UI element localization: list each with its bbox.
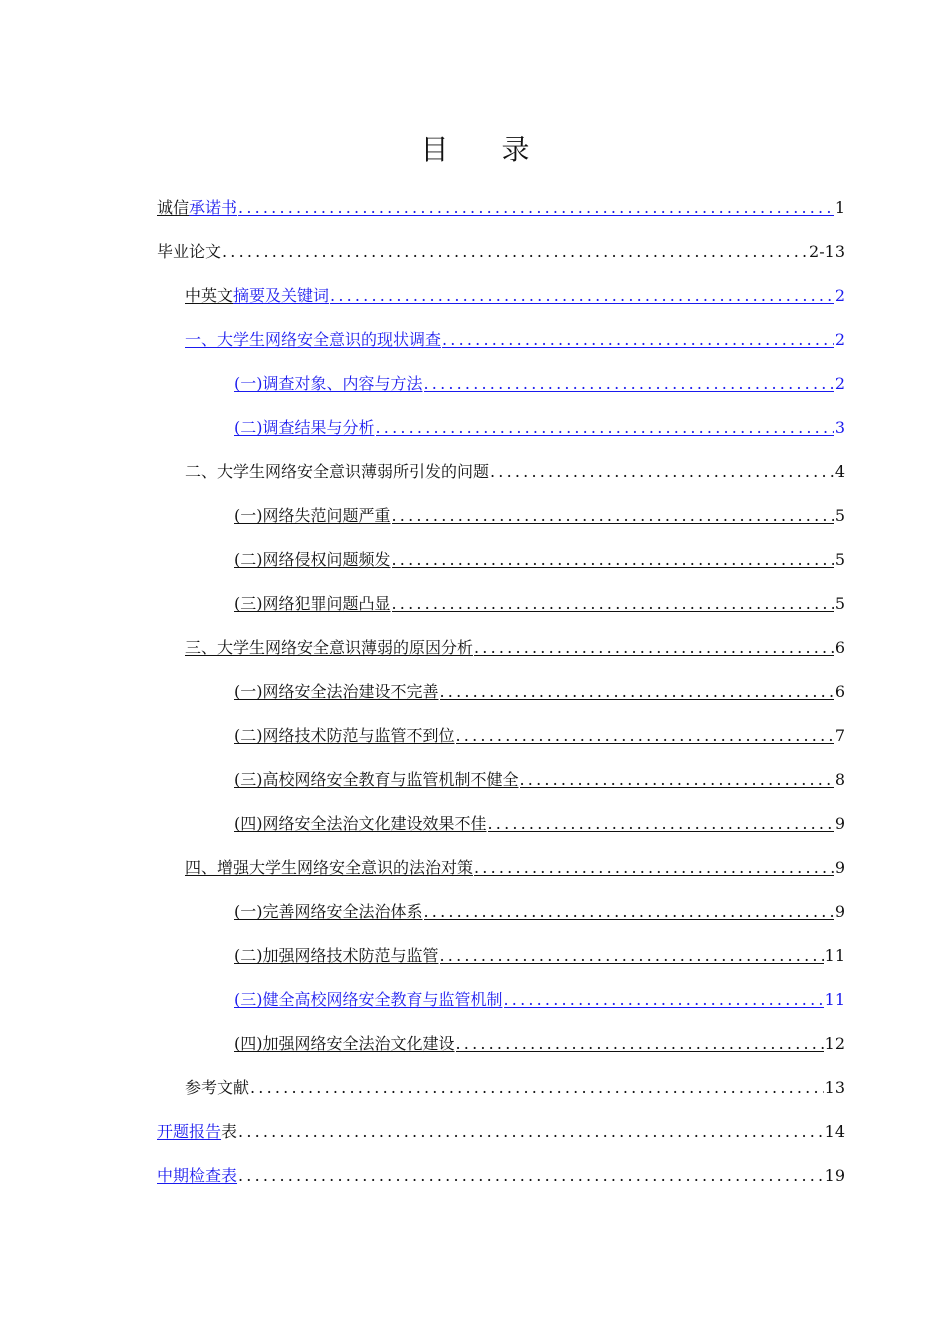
toc-entry [185,622,845,658]
toc-entry[interactable] [157,1150,845,1186]
toc-entry-title [234,726,455,746]
toc-page-number: 2 [834,374,845,393]
toc-entry-text: (三)高校网络安全教育与监管机制不健全 [234,770,519,789]
toc-page-number: 6 [834,638,845,657]
toc-leader-dots [440,682,834,702]
toc-entry [234,798,845,834]
toc-entry-title [234,682,439,702]
toc-page-number: 3 [834,418,845,437]
toc-leader-dots [490,462,834,482]
toc-entry[interactable] [234,402,845,438]
page-title: 目 录 [420,133,552,166]
toc-entry-text: (一)完善网络安全法治体系 [234,902,423,921]
toc-page-number: 14 [824,1122,845,1141]
toc-leader-dots [392,550,834,570]
toc-entry-link[interactable]: 开题报告 [157,1122,222,1141]
toc-entry-title [234,770,519,790]
toc-leader-dots [456,726,834,746]
toc-page-number: 5 [834,550,845,569]
toc-entry [185,842,845,878]
toc-leader-dots [442,330,834,350]
toc-entry [157,226,845,262]
toc-entry[interactable] [185,314,845,350]
toc-entry [234,534,845,570]
toc-page-number: 7 [834,726,845,745]
toc-entry-text: 毕业论文 [157,242,222,261]
toc-entry-title [157,198,237,218]
toc-entry [234,930,845,966]
toc-entry-title [185,638,473,658]
toc-entry-link[interactable]: 一、大学生网络安全意识的现状调查 [185,330,442,349]
toc-entry-title [234,374,423,394]
toc-page-number: 12 [824,1034,845,1053]
toc-leader-dots [392,594,834,614]
toc-leader-dots [474,638,834,658]
toc-page-number: 19 [824,1166,845,1185]
toc-leader-dots [424,374,834,394]
toc-page-number: 8 [834,770,845,789]
toc-leader-dots [474,858,834,878]
toc-leader-dots [392,506,834,526]
toc-entry-text: (二)加强网络技术防范与监管 [234,946,439,965]
toc-entry-text: (二)网络技术防范与监管不到位 [234,726,455,745]
toc-leader-dots [238,1166,824,1186]
toc-entry[interactable] [157,182,845,218]
toc-entry-text: 二、大学生网络安全意识薄弱所引发的问题 [185,462,490,481]
toc-page-number: 4 [834,462,845,481]
toc-entry-link[interactable]: 摘要及关键词 [233,286,330,305]
toc-page-number: 9 [834,814,845,833]
toc-entry-title [234,990,503,1010]
toc-entry-text: 诚信 [157,198,190,217]
toc-entry [234,886,845,922]
toc-leader-dots [424,902,834,922]
toc-entry [234,754,845,790]
toc-entry-text: (四)网络安全法治文化建设效果不佳 [234,814,487,833]
toc-leader-dots [504,990,824,1010]
toc-page-number: 11 [824,990,845,1009]
toc-entry-text-suffix: 表 [221,1122,238,1141]
toc-entry-text: (三)网络犯罪问题凸显 [234,594,391,613]
toc-entry-title [185,858,473,878]
toc-entry-title [157,1166,237,1186]
toc-entry-title [185,286,329,306]
toc-entry-text: (二)网络侵权问题频发 [234,550,391,569]
toc-entry [234,490,845,526]
toc-entry-text: 三、大学生网络安全意识薄弱的原因分析 [185,638,474,657]
toc-entry-link[interactable]: (二)调查结果与分析 [234,418,375,437]
toc-entry-title [185,462,489,482]
toc-entry-text: (四)加强网络安全法治文化建设 [234,1034,455,1053]
toc-leader-dots [238,1122,824,1142]
toc-page-number: 2 [834,330,845,349]
toc-entry [185,1062,845,1098]
toc-page-number: 11 [824,946,845,965]
toc-page-number: 13 [824,1078,845,1097]
toc-entry-title [157,1122,237,1142]
toc-entry-text: 参考文献 [185,1078,250,1097]
toc-entry-title [234,506,391,526]
toc-leader-dots [250,1078,824,1098]
toc-page-number: 9 [834,858,845,877]
toc-page-number: 5 [834,506,845,525]
toc-entry-text: (一)网络失范问题严重 [234,506,391,525]
toc-entry [234,1018,845,1054]
toc-entry-link[interactable]: (一)调查对象、内容与方法 [234,374,423,393]
toc-entry-title [234,946,439,966]
toc-entry-text: (一)网络安全法治建设不完善 [234,682,439,701]
toc-page-number: 2 [834,286,845,305]
toc-entry-title [234,594,391,614]
toc-leader-dots [330,286,834,306]
toc-page-number: 2-13 [809,242,845,261]
table-of-contents [0,182,950,1262]
toc-entry-title [185,330,441,350]
toc-leader-dots [376,418,834,438]
toc-entry-title [234,814,487,834]
toc-entry-title [157,242,221,262]
toc-entry-text: 四、增强大学生网络安全意识的法治对策 [185,858,474,877]
toc-entry-title [185,1078,249,1098]
toc-entry[interactable] [234,358,845,394]
toc-entry-title [234,550,391,570]
toc-page-number: 5 [834,594,845,613]
toc-leader-dots [440,946,824,966]
toc-entry [234,666,845,702]
toc-entry [234,578,845,614]
toc-entry-link[interactable]: 中期检查表 [157,1166,238,1185]
toc-entry-title [234,418,375,438]
toc-entry-text: 中英文 [185,286,234,305]
toc-leader-dots [238,198,834,218]
toc-page-number: 9 [834,902,845,921]
toc-entry[interactable] [234,974,845,1010]
toc-entry[interactable] [185,270,845,306]
toc-leader-dots [456,1034,824,1054]
toc-entry [185,446,845,482]
toc-leader-dots [520,770,834,790]
toc-entry-title [234,1034,455,1054]
toc-entry-link[interactable]: (三)健全高校网络安全教育与监管机制 [234,990,503,1009]
toc-entry-title [234,902,423,922]
toc-entry[interactable] [157,1106,845,1142]
toc-entry-link[interactable]: 承诺书 [189,198,238,217]
toc-page-number: 6 [834,682,845,701]
toc-leader-dots [488,814,834,834]
toc-page-number: 1 [834,198,845,217]
toc-entry [234,710,845,746]
toc-leader-dots [222,242,808,262]
